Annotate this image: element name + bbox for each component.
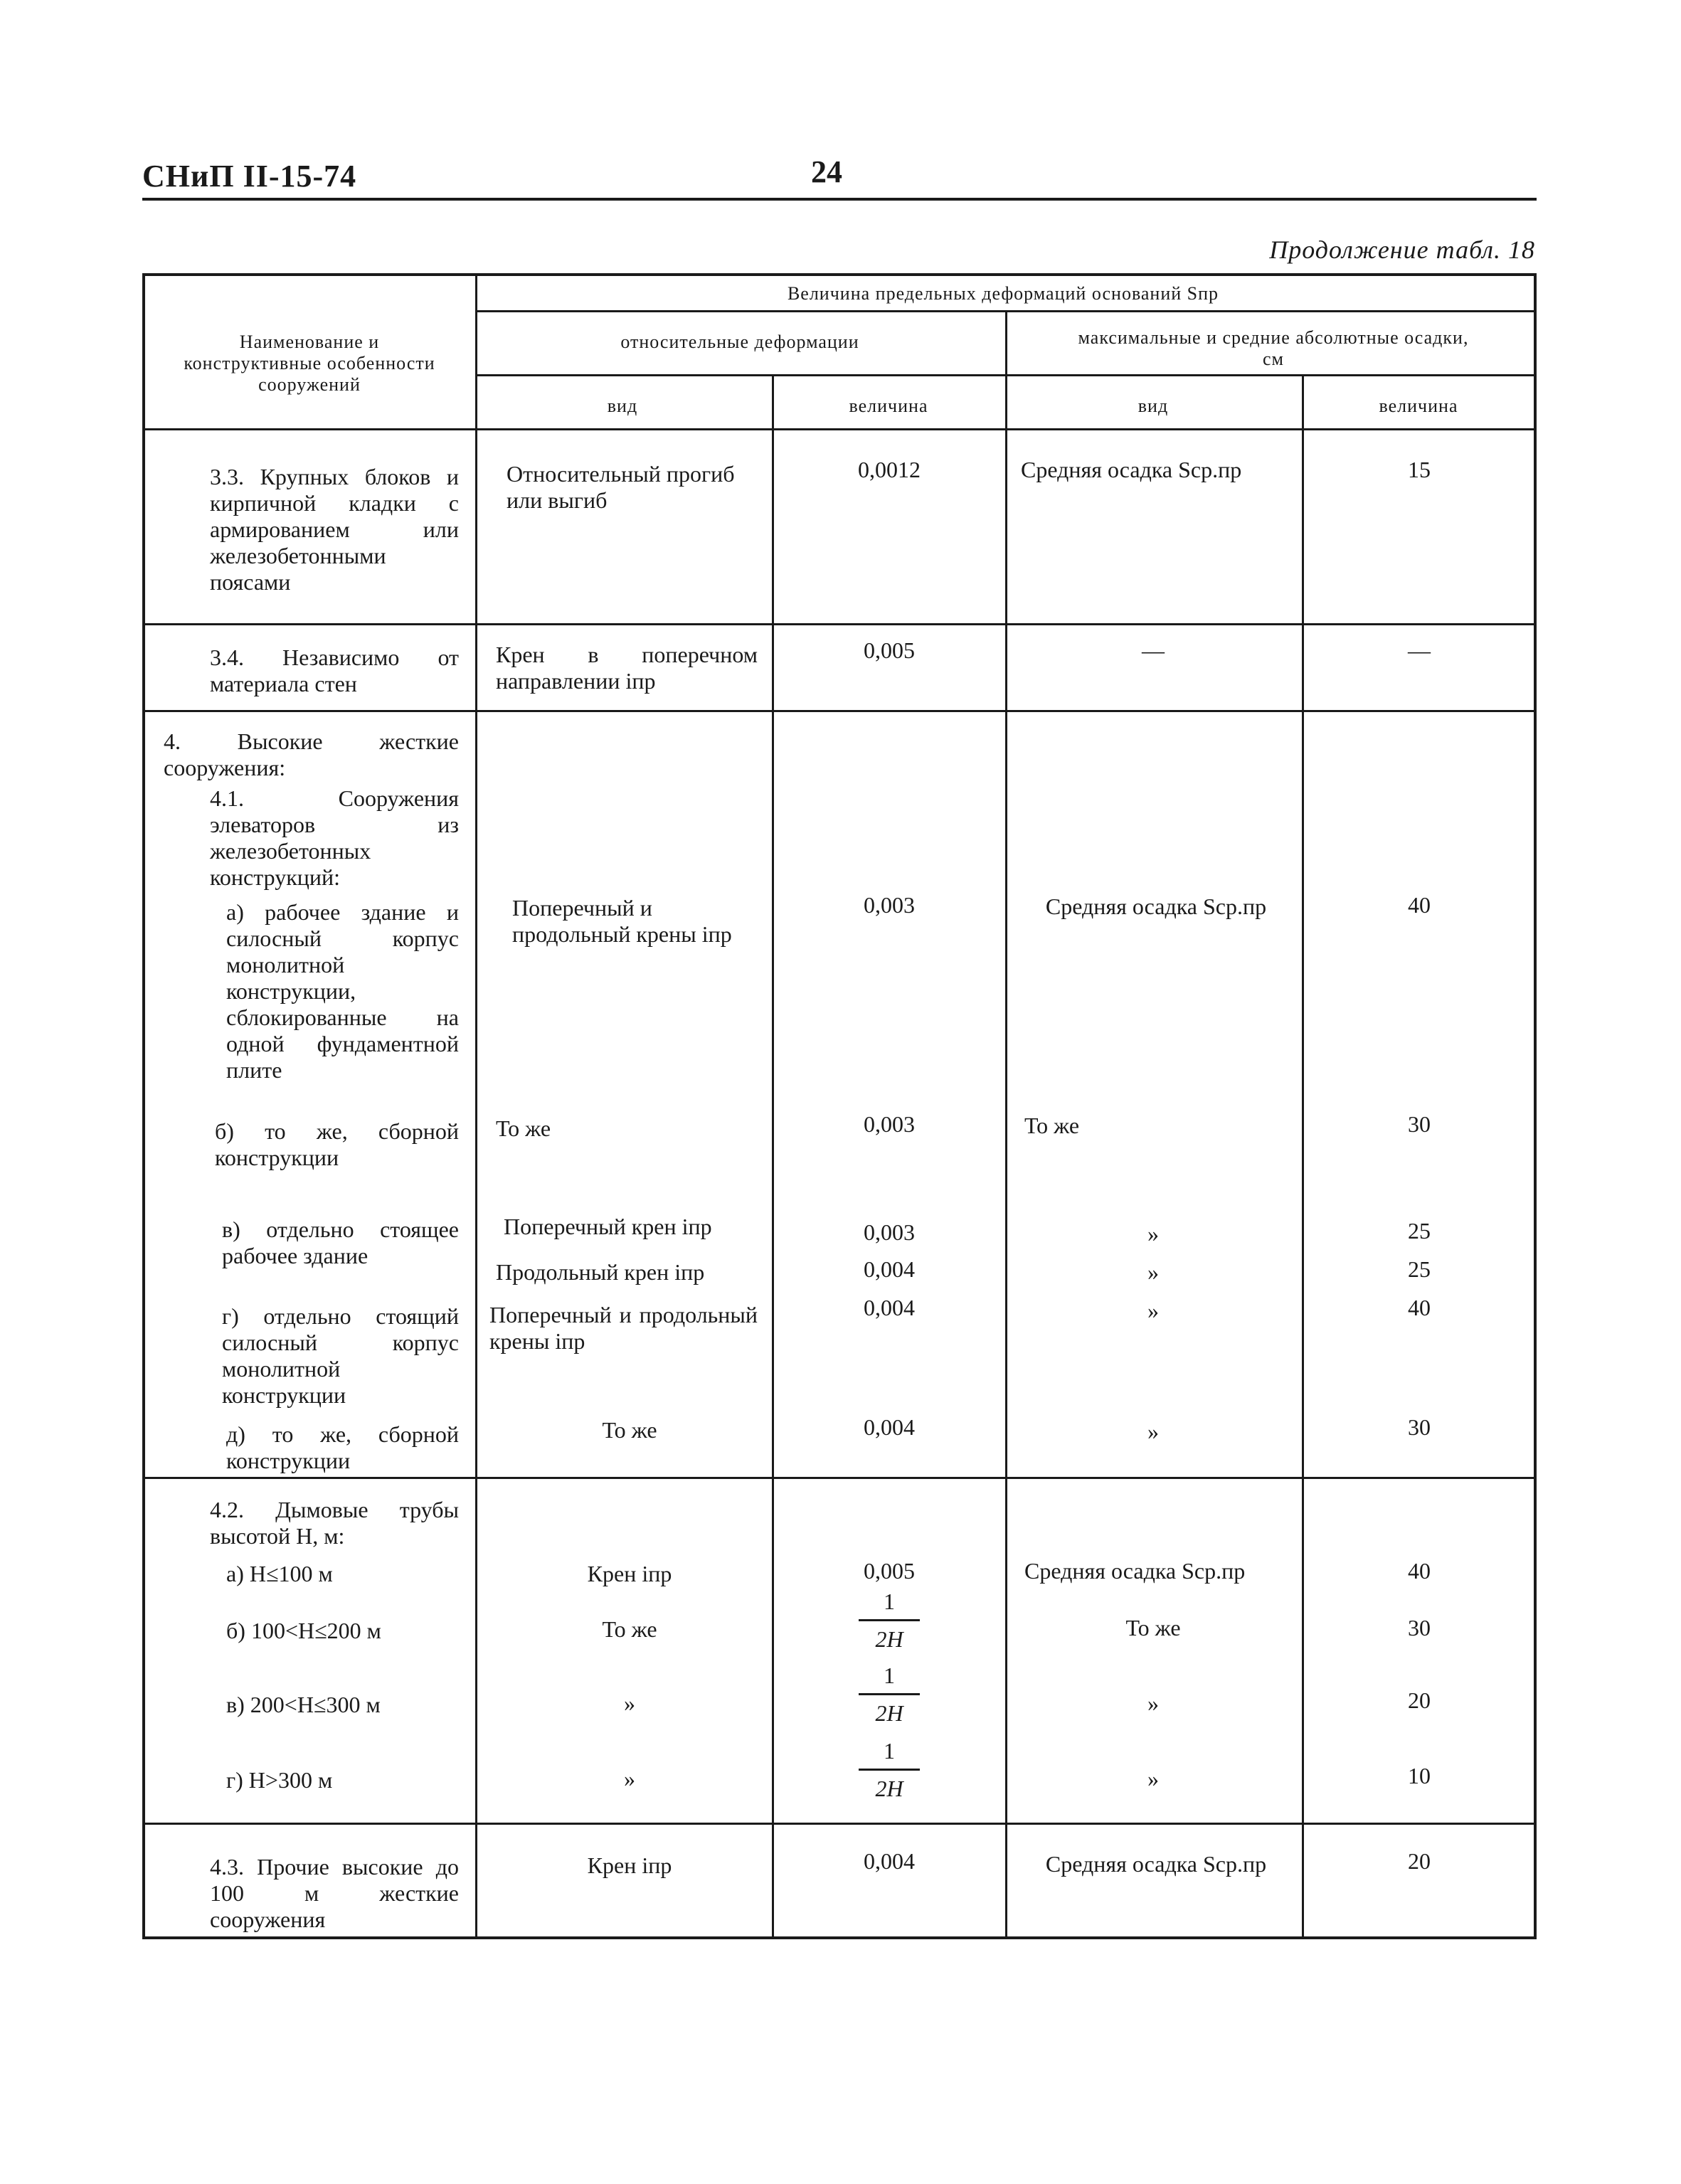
row-4-2-b-absolute-kind: То же (1125, 1615, 1181, 1640)
row-4-2-a-relative-kind: Крен iпр (587, 1561, 672, 1586)
row-4-1-d-relative-kind: То же (602, 1417, 657, 1443)
row-4-1-g-relative-value: 0,004 (864, 1295, 915, 1320)
row-4-1-g-absolute-value: 40 (1408, 1295, 1431, 1320)
page-number: 24 (811, 154, 842, 189)
row-4-2-b-relative-value (775, 1588, 1003, 1653)
row-4-2-v-name: в) 200<H≤300 м (226, 1692, 381, 1717)
fraction-bar (859, 1769, 920, 1771)
row-3-3-name: 3.3. Крупных блоков и кирпичной кладки с армированием или железобетонными поясами (210, 464, 459, 595)
header-rule (142, 198, 1537, 201)
fraction-numerator: 1 (884, 1738, 895, 1764)
row-4-1-v-relative-value-1: 0,003 (864, 1219, 915, 1245)
row-4-1-a-relative-value: 0,003 (864, 892, 915, 918)
row-4-1-v-absolute-value-1: 25 (1408, 1218, 1431, 1244)
row-4-1-v-relative-kind-1: Поперечный крен iпр (504, 1214, 712, 1239)
row-4-2-g-absolute-value: 10 (1408, 1763, 1431, 1788)
row-4-1-g-name: г) отдельно стоящий силосный корпус монолитной конструкции (222, 1303, 459, 1408)
fraction-numerator: 1 (884, 1589, 895, 1614)
row-4-2-g-relative-value (775, 1737, 1003, 1802)
row-4-1-v-relative-value-2: 0,004 (864, 1256, 915, 1282)
header-rule-1 (475, 310, 1534, 312)
header-group-absolute: максимальные и средние абсолютные осадки, см (1078, 327, 1469, 369)
row-3-3-absolute-kind: Средняя осадка Sср.пр (1021, 457, 1242, 482)
table-left-border (142, 273, 145, 1939)
row-4-1-d-absolute-kind: » (1147, 1419, 1159, 1444)
fraction (859, 1588, 920, 1653)
row-4-1-d-name: д) то же, сборной конструкции (226, 1421, 459, 1473)
row-3-3-relative-value: 0,0012 (858, 457, 921, 482)
row-4-3-absolute-value: 20 (1408, 1848, 1431, 1874)
row-4-2-b-absolute-value: 30 (1408, 1615, 1431, 1640)
fraction-bar (859, 1693, 920, 1695)
section-4-1-title: 4.1. Сооружения элеваторов из железобетонных конструкций: (210, 785, 459, 890)
row-3-4-absolute-value: — (1408, 637, 1431, 663)
fraction-denominator: 2H (875, 1626, 903, 1652)
row-4-1-v-absolute-value-2: 25 (1408, 1256, 1431, 1282)
row-4-3-name: 4.3. Прочие высокие до 100 м жесткие сооружения (210, 1854, 459, 1932)
row-4-1-v-absolute-kind-1: » (1147, 1221, 1159, 1246)
row-4-2-v-relative-value (775, 1662, 1003, 1727)
table-right-border (1534, 273, 1537, 1939)
row-4-1-a-relative-kind: Поперечный и продольный крены iпр (512, 895, 732, 947)
section-4-2-title: 4.2. Дымовые трубы высотой H, м: (210, 1497, 459, 1549)
col-divider-2 (772, 430, 774, 1938)
row-4-2-b-name: б) 100<H≤200 м (226, 1618, 381, 1643)
row-4-1-d-relative-value: 0,004 (864, 1414, 915, 1440)
table-continuation-caption: Продолжение табл. 18 (1269, 235, 1535, 264)
row-4-1-b-relative-kind: То же (496, 1115, 551, 1141)
row-4-2-a-absolute-value: 40 (1408, 1558, 1431, 1584)
header-bottom-rule (142, 428, 1537, 430)
row-4-2-v-absolute-kind: » (1147, 1690, 1159, 1716)
row-3-4-relative-kind: Крен в поперечном направлении iпр (496, 642, 758, 694)
table-top-rule (142, 273, 1537, 276)
document-code: СНиП II-15-74 (142, 159, 357, 194)
row-4-2-a-relative-value: 0,005 (864, 1558, 915, 1584)
row-4-2-v-absolute-value: 20 (1408, 1687, 1431, 1713)
row-4-1-d-absolute-value: 30 (1408, 1414, 1431, 1440)
fraction (859, 1662, 920, 1727)
row-4-1-g-relative-kind: Поперечный и продольный крены iпр (489, 1302, 758, 1354)
row-4-3-relative-value: 0,004 (864, 1848, 915, 1874)
row-4-1-v-absolute-kind-2: » (1147, 1259, 1159, 1285)
fraction-denominator: 2H (875, 1776, 903, 1801)
row-4-2-a-name: а) H≤100 м (226, 1561, 333, 1586)
row-3-3-relative-kind: Относительный прогиб или выгиб (507, 461, 735, 513)
row-3-3-absolute-value: 15 (1408, 457, 1431, 482)
row-4-1-g-absolute-kind: » (1147, 1298, 1159, 1323)
row-4-1-v-relative-kind-2: Продольный крен iпр (496, 1259, 705, 1285)
row-4-3-relative-kind: Крен iпр (587, 1852, 672, 1878)
row-4-2-g-absolute-kind: » (1147, 1766, 1159, 1791)
header-col-name: Наименование и конструктивные особенности сооружений (184, 332, 435, 395)
row-4-1-a-name: а) рабочее здание и силосный корпус монолитной конструкции, сблокированные на одной фундаментной плите (226, 899, 459, 1083)
section-4-title: 4. Высокие жесткие сооружения: (164, 728, 459, 780)
row-4-1-a-absolute-value: 40 (1408, 892, 1431, 918)
fraction-numerator: 1 (884, 1663, 895, 1688)
row-4-1-b-name: б) то же, сборной конструкции (215, 1118, 459, 1170)
header-span-title: Величина предельных деформаций оснований Sпр (787, 283, 1219, 304)
section-rule-3-3 (142, 623, 1537, 625)
row-4-2-v-relative-kind: » (624, 1690, 635, 1716)
fraction-bar (859, 1619, 920, 1621)
row-4-2-b-relative-kind: То же (602, 1616, 657, 1642)
row-4-1-a-absolute-kind: Средняя осадка Sср.пр (1045, 894, 1267, 919)
header-group-relative: относительные деформации (620, 332, 859, 352)
header-rule-2 (475, 374, 1534, 376)
section-rule-4-2 (142, 1823, 1537, 1825)
row-4-2-a-absolute-kind: Средняя осадка Sср.пр (1024, 1558, 1246, 1584)
row-4-2-g-name: г) H>300 м (226, 1767, 333, 1793)
header-value-absolute: величина (1379, 396, 1458, 416)
row-3-4-absolute-kind: — (1142, 637, 1165, 663)
section-rule-4-1 (142, 1477, 1537, 1479)
row-4-3-absolute-kind: Средняя осадка Sср.пр (1045, 1851, 1267, 1877)
col-divider-4 (1302, 376, 1304, 1938)
header-value-relative: величина (849, 396, 928, 416)
row-4-1-v-name: в) отдельно стоящее рабочее здание (222, 1216, 459, 1268)
row-3-4-name: 3.4. Независимо от материала стен (210, 645, 459, 696)
row-3-4-relative-value: 0,005 (864, 637, 915, 663)
row-4-1-b-relative-value: 0,003 (864, 1111, 915, 1137)
col-divider-1 (475, 275, 477, 1938)
fraction (859, 1737, 920, 1802)
header-kind-relative: вид (607, 396, 638, 416)
row-4-2-g-relative-kind: » (624, 1766, 635, 1791)
row-4-1-b-absolute-value: 30 (1408, 1111, 1431, 1137)
fraction-denominator: 2H (875, 1700, 903, 1726)
section-rule-3-4 (142, 710, 1537, 712)
header-kind-absolute: вид (1138, 396, 1169, 416)
table-bottom-rule (142, 1936, 1537, 1939)
row-4-1-b-absolute-kind: То же (1024, 1113, 1080, 1138)
